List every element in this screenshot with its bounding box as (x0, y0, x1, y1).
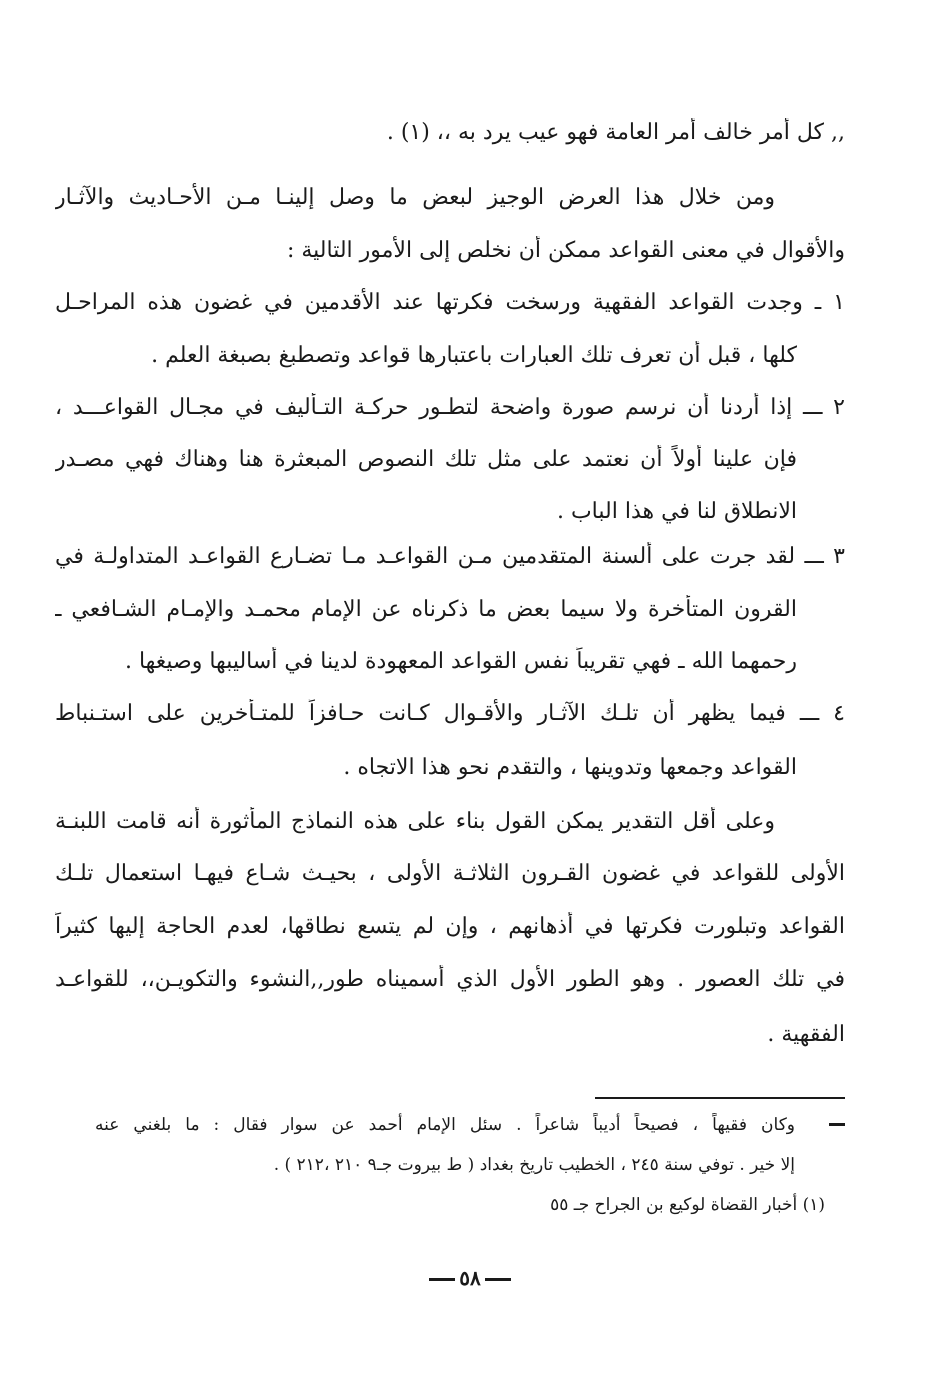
paragraph-line-2: الأولى للقواعد في غضون القـرون الثلاثـة الأولى ، بحيـث شـاع فيهـا استعمال تلـك (55, 861, 845, 886)
list-item-2-line-3: الانطلاق لنا في هذا الباب . (556, 499, 797, 524)
body-line-1: ,, كل أمر خالف أمر العامة فهو عيب يرد به ،، (١) . (386, 120, 845, 145)
paragraph-line-3: القواعد وتبلورت فكرتها في أذهانهم ، وإن لم يتسع نطاقها، لعدم الحاجة إليها كثيراً (55, 914, 845, 939)
page-number-dash-left (429, 1278, 455, 1281)
list-item-2-line-2: فإن علينا أولاً أن نعتمد على مثل تلك النصوص المبعثرة هنا وهناك فهي مصـدر (55, 447, 797, 472)
page-number-value: ٥٨ (459, 1266, 481, 1290)
footnote-dash-marker (829, 1123, 845, 1126)
list-item-1-line-1: ١ ـ وجدت القواعد الفقهية ورسخت فكرتها عند الأقدمين في غضون هذه المراحـل (55, 290, 845, 315)
footnote-separator (595, 1097, 845, 1099)
body-line-2: ومن خلال هذا العرض الوجيز لبعض ما وصل إلينـا مـن الأحـاديث والآثـار (55, 185, 775, 210)
body-line-3: والأقوال في معنى القواعد ممكن أن نخلص إلى الأمور التالية : (286, 238, 845, 263)
footnote-line-1: وكان فقيهاً ، فصيحاً أديباً شاعراً . سئل الإمام أحمد عن سوار فقال : ما بلغني عنه (95, 1115, 795, 1135)
paragraph-line-5: الفقهية . (767, 1022, 845, 1047)
list-item-4-line-1: ٤ ـــ فيما يظهر أن تلـك الآثـار والأقـوال كـانت حـافزاً للمتـأخرين على استـنباط (55, 701, 845, 726)
page-number (0, 1265, 940, 1291)
paragraph-line-4: في تلك العصور . وهو الطور الأول الذي أسميناه طور,,النشوء والتكويـن،، للقواعـد (55, 967, 845, 992)
list-item-4-line-2: القواعد وجمعها وتدوينها ، والتقدم نحو هذا الاتجاه . (343, 755, 797, 780)
page-number-dash-right (485, 1278, 511, 1281)
list-item-3-line-3: رحمهما الله ـ فهي تقريباً نفس القواعد المعهودة لدينا في أساليبها وصيغها . (124, 649, 797, 674)
list-item-1-line-2: كلها ، قبل أن تعرف تلك العبارات باعتبارها قواعد وتصطبغ بصبغة العلم . (151, 343, 797, 368)
list-item-2-line-1: ٢ ـــ إذا أردنا أن نرسم صورة واضحة لتطـور حركـة التـأليف في مجـال القواعـــد ، (55, 395, 845, 420)
list-item-3-line-1: ٣ ـــ لقد جرت على ألسنة المتقدمين مـن القواعـد مـا تضـارع القواعـد المتداولـة في (55, 544, 845, 569)
paragraph-line-1: وعلى أقل التقدير يمكن القول بناء على هذه النماذج المأثورة أنه قامت اللبنـة (55, 809, 775, 834)
footnote-line-3: (١) أخبار القضاة لوكيع بن الجراح جـ ٥٥ (550, 1195, 825, 1215)
footnote-line-2: إلا خير . توفي سنة ٢٤٥ ، الخطيب تاريخ بغداد ( ط بيروت جـ٩ ٢١٠ ،٢١٢ ) . (273, 1155, 795, 1175)
list-item-3-line-2: القرون المتأخرة ولا سيما بعض ما ذكرناه عن الإمام محمـد والإمـام الشـافعي ـ (55, 597, 797, 622)
document-page (55, 0, 845, 1377)
